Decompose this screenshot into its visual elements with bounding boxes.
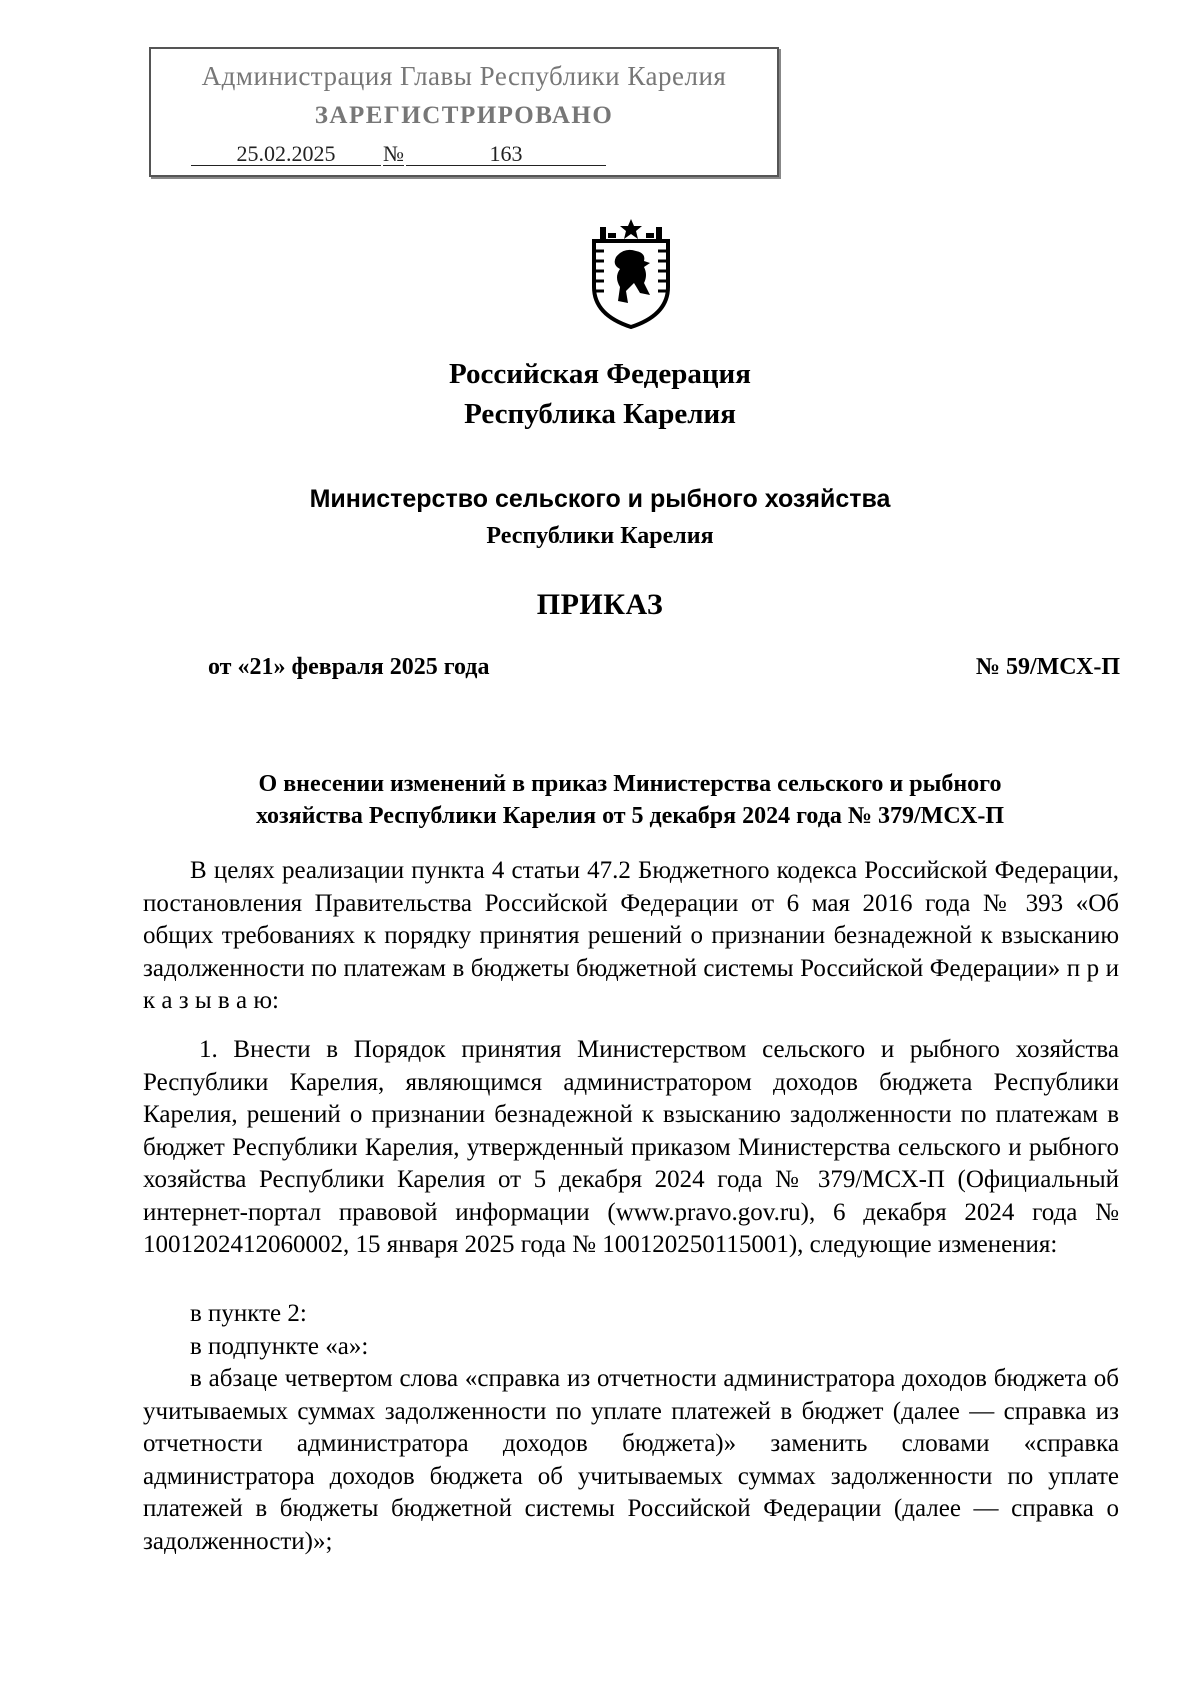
document-type: ПРИКАЗ [536,588,664,621]
stamp-registration-row [191,141,606,167]
amendments-block [143,1298,1119,1558]
subject-line-1: О внесении изменений в приказ Министерства сельского и рыбного [258,771,1002,797]
republic-heading: Республика Карелия [464,398,736,430]
order-subject [140,768,1120,832]
paragraph-4-amendment: в абзаце четвертом слова «справка из отчетности администратора доходов бюджета об учитываемых суммах задолженности по уплате платежей в бюджет (далее — справка из отчетности администратора доходов бюджета)» заменить словами «справка администратора доходов бюджета об учитываемых суммах задолженности по уплате платежей в бюджеты бюджетной системы Российской Федерации (далее — справка о задолженности)»; [143,1365,1119,1555]
ministry-heading-line2: Республики Карелия [486,523,714,549]
subject-line-2: хозяйства Республики Карелия от 5 декабря 2024 года № 379/МСХ-П [255,803,1005,829]
item-1-paragraph: 1. Внести в Порядок принятия Министерством сельского и рыбного хозяйства Республики Карелия, являющимся администратором доходов бюджета Республики Карелия, решений о признании безнадежной к взысканию задолженности по платежам в бюджет Республики Карелия, утвержденный приказом Министерства сельского и рыбного хозяйства Республики Карелия от 5 декабря 2024 года № 379/МСХ-П (Официальный интернет-портал правовой информации (www.pravo.gov.ru), 6 декабря 2024 года № 1001202412060002, 15 января 2025 года № 100120250115001), следующие изменения: [143,1036,1119,1258]
preamble-block [143,855,1119,1018]
stamp-number: 163 [406,141,606,166]
subpoint-a-paragraph: в подпункте «а»: [190,1332,369,1360]
country-heading: Российская Федерация [449,358,751,390]
registration-stamp [149,47,779,177]
order-date: от «21» февраля 2025 года [208,654,490,680]
item-1-block [143,1034,1119,1262]
order-number: № 59/МСХ-П [975,654,1120,680]
stamp-date: 25.02.2025 [191,141,381,166]
karelia-coat-of-arms-icon [586,217,676,329]
stamp-number-label: № [383,141,404,166]
preamble-paragraph: В целях реализации пункта 4 статьи 47.2 Бюджетного кодекса Российской Федерации, постановления Правительства Российской Федерации от 6 мая 2016 года № 393 «Об общих требованиях к порядку принятия решений о признании безнадежной к взысканию задолженности по платежам в бюджеты бюджетной системы Российской Федерации» п р и к а з ы в а ю: [143,857,1119,1014]
stamp-authority: Администрация Главы Республики Карелия [201,61,727,91]
ministry-heading: Министерство сельского и рыбного хозяйства [309,485,891,513]
point-2-paragraph: в пункте 2: [190,1300,307,1327]
stamp-status: ЗАРЕГИСТРИРОВАНО [314,102,614,129]
